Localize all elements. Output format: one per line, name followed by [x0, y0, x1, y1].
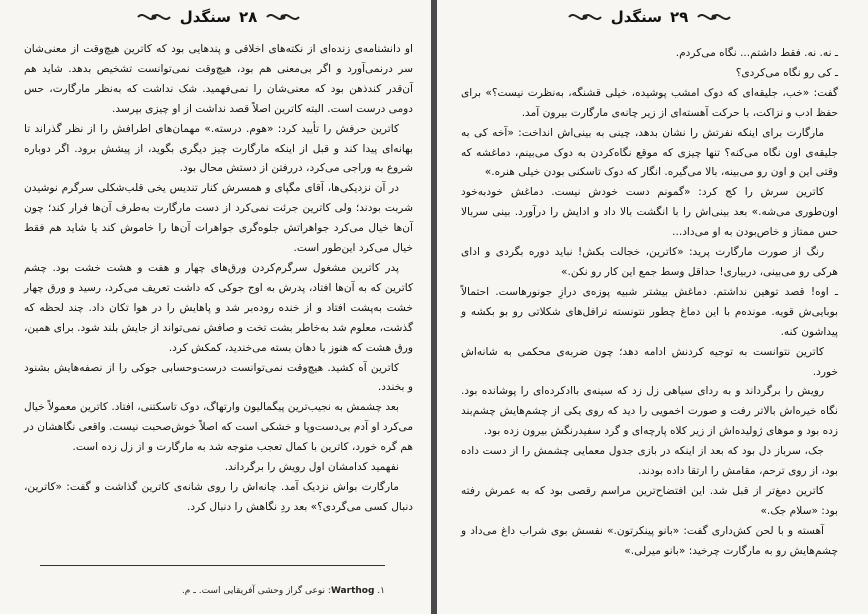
paragraph: ـ اوه! قصد توهین نداشتم. دماغش بیشتر شبیه پوزه‌ی درازِ جونورهاست. احتمالاً بوبایی‌ش قویه. مونده‌م با این دماغ چطور نتونسته ترافل‌های شکلاتی رو بو بکشه و پیداشون کنه.	[461, 285, 838, 338]
paragraph: کاترین حرفش را تأیید کرد: «هوم. درسته.» مهمان‌های اطرافش را از نظر گذراند تا بهانه‌ای پیدا کند و قبل از اینکه مارگارت چیز دیگری بگوید، از پیشش برود. اگر دوباره شروع به وراجی می‌کرد، دررفتن از دستش محال بود.	[24, 122, 413, 175]
book-title: سنگدل	[179, 8, 231, 26]
paragraph: مارگارت برای اینکه نفرتش را نشان بدهد، چینی به بینی‌اش انداخت: «آخه کی به جلیقه‌ی اون نگاه می‌کنه؟ تنها چیزی که موقع نگاه‌کردن به دوک می‌بینم، دماغشه که وقتی این و اون رو می‌بینه، بالا می‌گیره. انگار که دوک تاسکنی بودن خیلی هنره.»	[461, 126, 838, 179]
footnote-divider	[40, 565, 385, 566]
paragraph: ـ کی رو نگاه می‌کردی؟	[735, 66, 838, 79]
page-header	[24, 0, 413, 34]
paragraph: مارگارت بواش نزدیک آمد. چانه‌اش را روی شانه‌ی کاترین گذاشت و گفت: «کاترین، دنبال کسی می‌گردی؟» بعد ردِ نگاهش را دنبال کرد.	[24, 480, 413, 513]
paragraph: نفهمید کدامشان اول رویش را برگرداند.	[224, 461, 399, 474]
page-number: ۲۹	[669, 8, 689, 26]
ornament-icon	[696, 9, 732, 25]
paragraph: در آن نزدیکی‌ها، آقای مگپای و همسرش کنار تندیس یخی قلب‌شکلی سرگرم نوشیدن شربت بودند؛ ولی کاترین جرئت نمی‌کرد از دست مارگارت به‌طرف آن‌ها فرار کند؛ چون آن‌ها خیال می‌کرد جواهراتش جلوه‌گری جواهرات آن‌ها را خاموش کند یا شاید هم فقط خیال می‌کرد این‌طور است.	[24, 182, 413, 255]
paragraph: کاترین آه کشید. هیچ‌وقت نمی‌توانست درست‌وحسابی جوکی را از نصفه‌هایش بشنود و بخندد.	[24, 361, 413, 394]
paragraph: جک، سرباز دل بود که بعد از اینکه در بازی جدول معمایی چشمش را از دست داده بود، از روی ترحم، مقامش را ارتقا داده بودند.	[461, 445, 838, 478]
book-title: سنگدل	[610, 8, 662, 26]
left-page	[0, 0, 431, 614]
paragraph: رویش را برگرداند و به ردای سیاهی زل زد که سینه‌ی باادکرده‌ای را پوشانده بود. نگاه خیره‌اش بالاتر رفت و صورت اخمویی را دید که روی یکی از چشم‌هایش چشم‌بند زده بود و موهای ژولیده‌اش از زیر کلاه پارچه‌ای و گرد سفیدرنگش بیرون زده بود.	[461, 385, 838, 438]
ornament-icon	[265, 9, 301, 25]
paragraph: او دانشنامه‌ی زنده‌ای از نکته‌های اخلاقی و پندهایی بود که کاترین هیچ‌وقت از معنی‌شان سر درنمی‌آورد و اگر بی‌معنی هم بود، هیچ‌وقت نمی‌توانست تشخیص بدهد. شاید هم آن‌قدر کندذهن بود که معنی‌شان را نمی‌فهمید. شک نداشت که به‌نظر مارگارت، حس دومی درست است. البته کاترین اصلاً قصد نداشت از او چیزی بپرسد.	[24, 43, 413, 115]
footnote	[40, 584, 385, 598]
paragraph: پدر کاترین مشغول سرگرم‌کردن ورق‌های چهار و هفت و هشت خشت بود. چشم کاترین که به آن‌ها افتاد، پدرش به اوج جوکی که داشت تعریف می‌کرد، رسید و ورق چهار خشت به‌پشت افتاد و از خنده روده‌بر شد و پاهایش را در هوا تکان داد. چند لحظه که گذشت، معلوم شد به‌خاطر بشت تخت و صافش نمی‌تواند از جایش بلند شود. برای همین، ورق هشت که هنوز با دهان بسته می‌خندید، کمکش کرد.	[24, 261, 413, 354]
page-number: ۲۸	[238, 8, 258, 26]
paragraph: کاترین دمغ‌تر از قبل شد. این افتضاح‌ترین مراسم رقصی بود که به عمرش رفته بود: «سلام جک.»	[461, 484, 838, 517]
paragraph: بعد چشمش به نجیب‌ترین پیگمالیون وارتهاگ، دوک تاسکتنی، افتاد. کاترین معمولاً خیال می‌کرد او آدم بی‌دست‌وپا و خشکی است که اصلاً خوش‌صحبت نیست. واقعی نگاهشان در هم گره خورد، کاترین با کمال تعجب متوجه شد به مارگارت و از زل زده است.	[24, 401, 413, 454]
footnote-marker: ۱.	[377, 586, 385, 596]
page-header	[461, 0, 838, 34]
footnote-term: Warthog	[330, 586, 375, 596]
paragraph: ـ نه. نه. فقط داشتم... نگاه می‌کردم.	[675, 47, 838, 59]
paragraph: کاترین سرش را کج کرد: «گمونم دست خودش نیست. دماغش خودبه‌خود اون‌طوری می‌شه.» بعد بینی‌اش را با انگشت بالا داد و ادایش را درآورد. بینی سربالا حس ممتاز و خاص‌بودن به او می‌داد...	[461, 186, 838, 239]
paragraph: کاترین نتوانست به توجیه کردنش ادامه دهد؛ چون ضربه‌ی محکمی به شانه‌اش خورد.	[461, 345, 838, 378]
page-body	[24, 40, 413, 518]
paragraph: آهسته و با لحن کش‌داری گفت: «بانو پینکرتون.» نفسش بوی شراب داغ می‌داد و چشم‌هایش رو به مارگارت چرخید: «بانو میرلی.»	[461, 524, 838, 557]
page-body	[461, 44, 838, 562]
right-page	[437, 0, 868, 614]
footnote-text: : نوعی گراز وحشی آفریقایی است. ـ م.	[181, 586, 331, 596]
paragraph: گفت: «خب، جلیقه‌ای که دوک امشب پوشیده، خیلی قشنگه، به‌نظرت نیست؟» برای حفظ ادب و نزاکت، با حرکت آهسته‌ای از زیر چانه‌ی مارگارت بیرون آمد.	[461, 86, 838, 119]
paragraph: رنگ از صورت مارگارت پرید: «کاترین، خجالت بکش! نباید دوره بگردی و ادای هرکی رو می‌بینی، دربیاری! حداقل وسط جمع این کار رو نکن.»	[461, 246, 838, 278]
ornament-icon	[567, 9, 603, 25]
ornament-icon	[136, 9, 172, 25]
